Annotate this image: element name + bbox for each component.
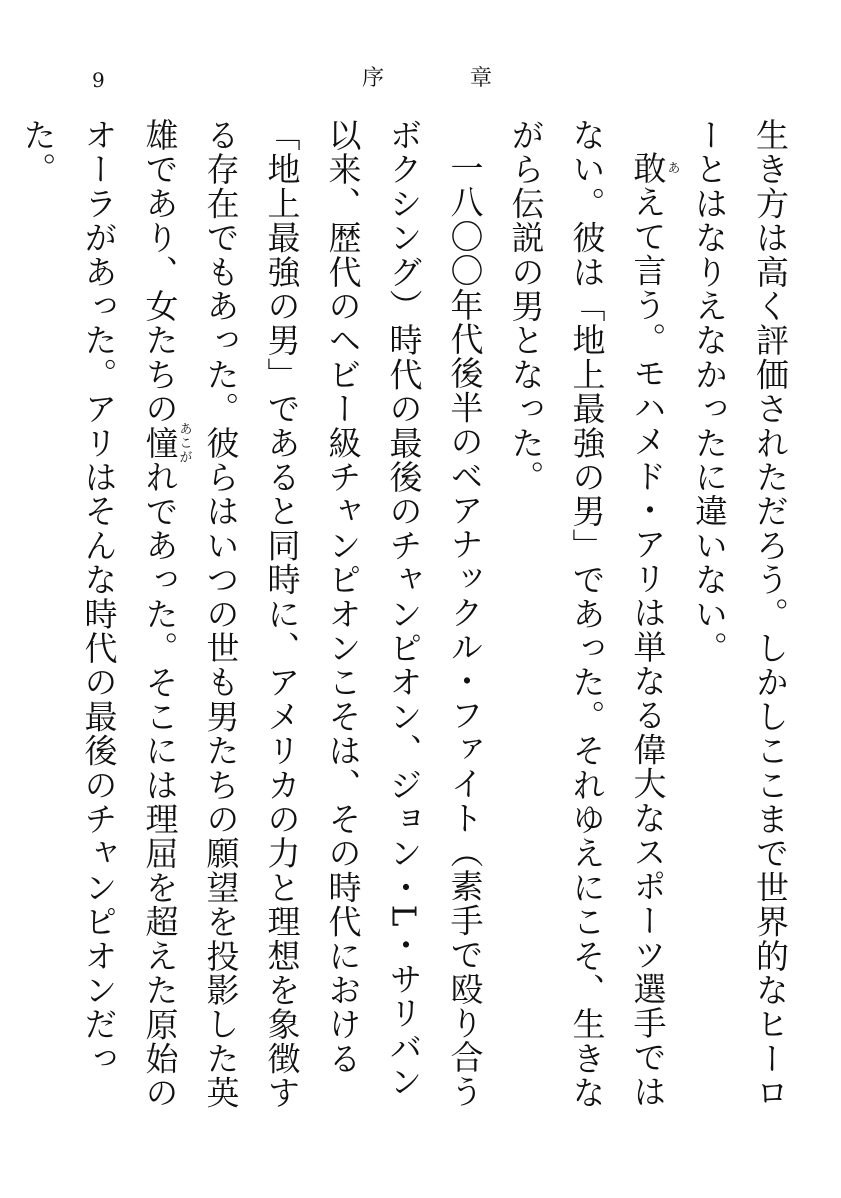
ruby-akogare-base: 憧 xyxy=(140,421,180,464)
paragraph-3 xyxy=(8,118,496,1118)
paragraph-3-text-b: れであった。そこには理屈を超えた原始のオーラがあった。アリはそんな時代の最後のチャンピオンだった。 xyxy=(18,118,180,1110)
running-head-char-2: 章 xyxy=(470,66,493,91)
ruby-aete-base: 敢 xyxy=(628,151,668,186)
paragraph-4 xyxy=(0,118,8,1118)
paragraph-2 xyxy=(496,118,680,1118)
paragraph-2-text: えて言う。モハメド・アリは単なる偉大なスポーツ選手ではない。彼は「地上最強の男」であった。それゆえにこそ、生きながら伝説の男となった。 xyxy=(506,118,668,1110)
ruby-aete xyxy=(628,151,680,186)
paragraph-1 xyxy=(679,118,801,1118)
ruby-aete-reading: あ xyxy=(664,151,680,186)
page-number: 9 xyxy=(92,68,105,92)
paragraph-3-text-a: 一八〇〇年代後半のベアナックル・ファイト（素手で殴り合うボクシング）時代の最後のチャンピオン、ジョン・L・サリバン以来、歴代のヘビー級チャンピオンこそは、その時代における「地上最強の男」であると同時に、アメリカの力と理想を象徴する存在でもあった。彼らはいつの世も男たちの願望を投影した英雄であり、女たちの xyxy=(140,118,485,1110)
running-head xyxy=(362,68,492,90)
vertical-body-text xyxy=(18,118,801,1118)
ruby-akogare-reading: あこが xyxy=(176,421,192,464)
ruby-akogare xyxy=(140,421,192,464)
running-head-char-1: 序 xyxy=(362,66,385,91)
paragraph-1-text: 生き方は高く評価されただろう。しかしここまで世界的なヒーローとはなりえなかったに違いない。 xyxy=(690,118,790,1110)
